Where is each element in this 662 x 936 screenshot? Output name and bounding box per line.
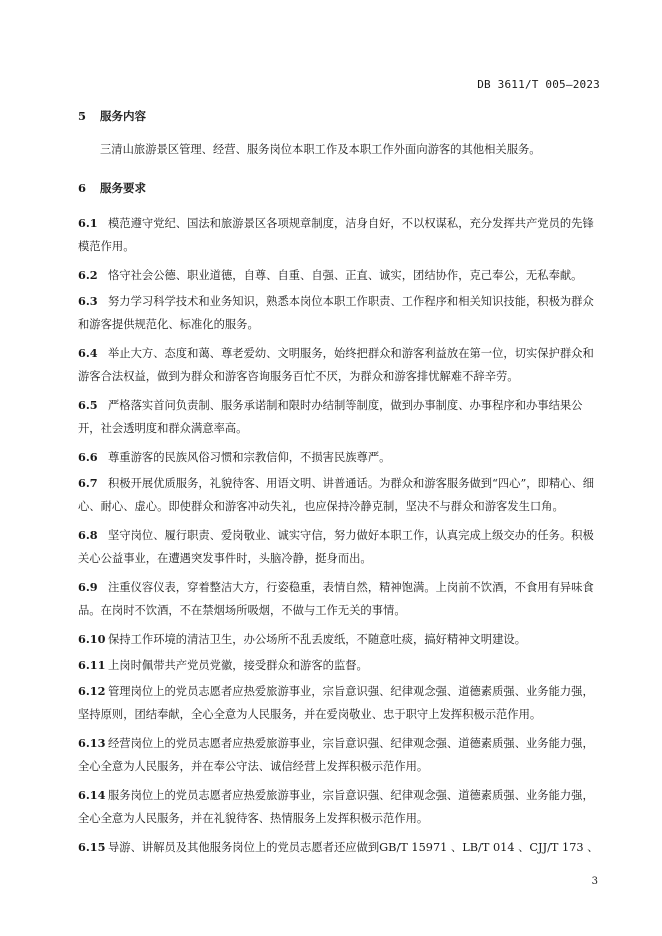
clause-6-14 — [78, 784, 598, 830]
clause-6-15 — [78, 836, 598, 859]
clause-number: 6.15 — [78, 840, 106, 854]
clause-number: 6.2 — [78, 268, 98, 282]
clause-6-12 — [78, 680, 598, 726]
clause-6-7 — [78, 472, 598, 518]
clause-text: 尊重游客的民族风俗习惯和宗教信仰，不损害民族尊严。 — [108, 451, 391, 464]
clause-number: 6.4 — [78, 346, 98, 360]
clause-6-6 — [78, 446, 598, 469]
clause-text: 严格落实首问负责制、服务承诺制和限时办结制等制度，做到办事制度、办事程序和办事结果公开，社会透明度和群众满意率高。 — [78, 399, 583, 435]
clause-text: 模范遵守党纪、国法和旅游景区各项规章制度，洁身自好，不以权谋私，充分发挥共产党员的先锋模范作用。 — [78, 217, 594, 253]
clause-6-8 — [78, 524, 598, 570]
clause-text: 恪守社会公德、职业道德，自尊、自重、自强、正直、诚实，团结协作，克己奉公，无私奉献。 — [108, 269, 583, 282]
clause-text: 导游、讲解员及其他服务岗位上的党员志愿者还应做到GB/T 15971 、LB/T 014 、CJJ/T 173 、 — [108, 841, 599, 854]
clause-6-2 — [78, 264, 598, 287]
clause-text: 注重仪容仪表，穿着整洁大方，行姿稳重，表情自然，精神饱满。上岗前不饮酒，不食用有异味食品。在岗时不饮酒，不在禁烟场所吸烟，不做与工作无关的事情。 — [78, 581, 594, 617]
clause-text: 举止大方、态度和蔼、尊老爱幼、文明服务，始终把群众和游客利益放在第一位，切实保护群众和游客合法权益，做到为群众和游客咨询服务百忙不厌，为群众和游客排忧解难不辞辛劳。 — [78, 347, 594, 383]
page-number: 3 — [591, 876, 598, 887]
section-5-heading — [78, 108, 146, 124]
clause-6-3 — [78, 290, 598, 336]
clause-text: 坚守岗位、履行职责、爱岗敬业、诚实守信，努力做好本职工作，认真完成上级交办的任务。积极关心公益事业，在遭遇突发事件时，头脑冷静，挺身而出。 — [78, 529, 594, 565]
clause-number: 6.3 — [78, 294, 98, 308]
clause-number: 6.9 — [78, 580, 98, 594]
clause-number: 6.6 — [78, 450, 98, 464]
clause-number: 6.14 — [78, 788, 106, 802]
section-5-title: 服务内容 — [100, 109, 146, 123]
clause-number: 6.1 — [78, 216, 98, 230]
clause-number: 6.13 — [78, 736, 106, 750]
clause-number: 6.11 — [78, 658, 106, 672]
section-6-title: 服务要求 — [100, 181, 146, 195]
clause-6-13 — [78, 732, 598, 778]
clause-number: 6.10 — [78, 632, 106, 646]
clause-number: 6.8 — [78, 528, 98, 542]
clause-6-10 — [78, 628, 598, 651]
clause-6-5 — [78, 394, 598, 440]
clause-6-9 — [78, 576, 598, 622]
clause-text: 管理岗位上的党员志愿者应热爱旅游事业，宗旨意识强、纪律观念强、道德素质强、业务能力强，坚持原则，团结奉献，全心全意为人民服务，并在爱岗敬业、忠于职守上发挥积极示范作用。 — [78, 685, 594, 721]
document-code: DB 3611/T 005—2023 — [477, 78, 600, 91]
section-5-text: 三清山旅游景区管理、经营、服务岗位本职工作及本职工作外面向游客的其他相关服务。 — [100, 143, 541, 156]
section-5-number: 5 — [78, 109, 87, 123]
clause-number: 6.12 — [78, 684, 106, 698]
clause-text: 服务岗位上的党员志愿者应热爱旅游事业，宗旨意识强、纪律观念强、道德素质强、业务能力强，全心全意为人民服务，并在礼貌待客、热情服务上发挥积极示范作用。 — [78, 789, 594, 825]
clause-6-11 — [78, 654, 598, 677]
section-6-number: 6 — [78, 181, 87, 195]
clause-6-4 — [78, 342, 598, 388]
clause-text: 积极开展优质服务，礼貌待客、用语文明、讲普通话。为群众和游客服务做到“四心”，即精心、细心、耐心、虚心。即使群众和游客冲动失礼，也应保持冷静克制，坚决不与群众和游客发生口角。 — [78, 477, 595, 513]
section-6-heading — [78, 180, 146, 196]
clause-text: 努力学习科学技术和业务知识，熟悉本岗位本职工作职责、工作程序和相关知识技能，积极为群众和游客提供规范化、标准化的服务。 — [78, 295, 594, 331]
clause-text: 保持工作环境的清洁卫生，办公场所不乱丢废纸，不随意吐痰，搞好精神文明建设。 — [108, 633, 526, 646]
clause-number: 6.5 — [78, 398, 98, 412]
clause-text: 上岗时佩带共产党员党徽，接受群众和游客的监督。 — [108, 659, 368, 672]
clause-number: 6.7 — [78, 476, 98, 490]
clause-text: 经营岗位上的党员志愿者应热爱旅游事业，宗旨意识强、纪律观念强、道德素质强、业务能力强，全心全意为人民服务，并在奉公守法、诚信经营上发挥积极示范作用。 — [78, 737, 594, 773]
clause-6-1 — [78, 212, 598, 258]
